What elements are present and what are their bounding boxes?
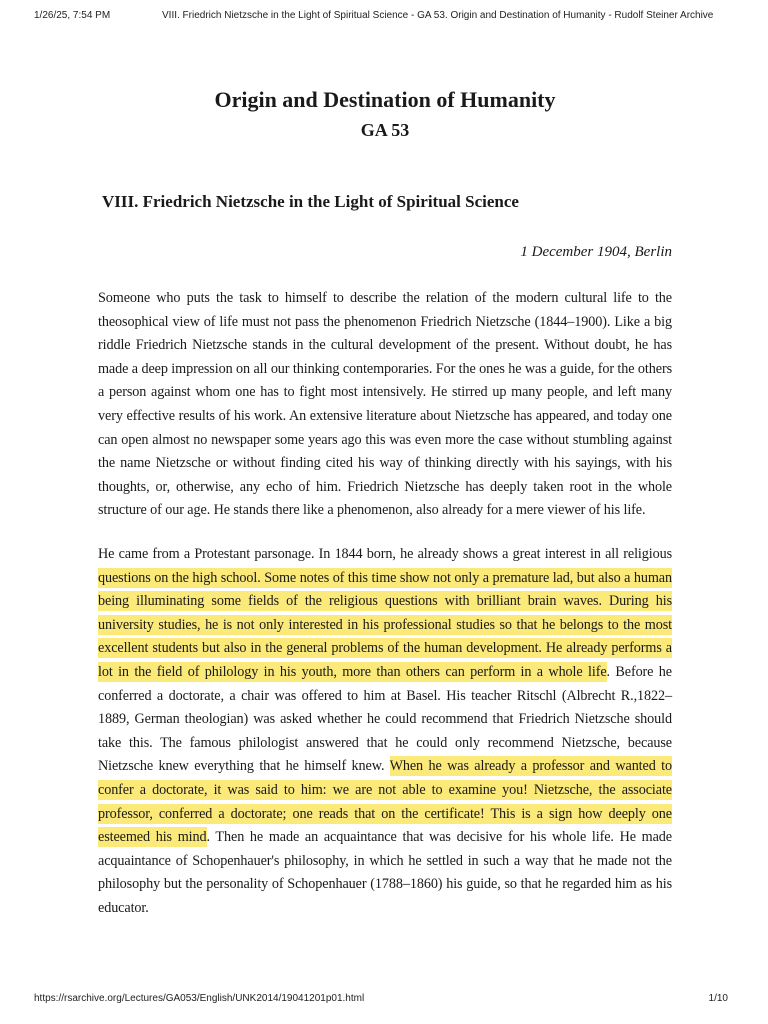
print-url[interactable]: https://rsarchive.org/Lectures/GA053/English/UNK2014/19041201p01.html — [34, 993, 365, 1004]
print-page-title: VIII. Friedrich Nietzsche in the Light of Spiritual Science - GA 53. Origin and Destination of Humanity - Rudolf Steiner Archive — [162, 10, 714, 21]
highlighted-text: When he was already a professor and wanted to confer a doctorate, it was said to him: we are not able to examine you! Nietzsche, the associate professor, conferred a doctorate; one reads that on the certificate! This is a sign how deeply one esteemed his mind — [98, 758, 672, 846]
body-text: . Before he conferred a doctorate, a chair was offered to him at Basel. His teacher Ritschl (Albrecht R.,1822–1889, German theologian) was asked whether he could recommend that Friedrich Nietzsche should take this. The famous philologist answered that he could only recommend Nietzsche, because Nietzsche knew everything that he himself knew. — [98, 663, 672, 775]
print-footer — [34, 993, 728, 1007]
document-title: Origin and Destination of Humanity — [214, 87, 556, 112]
body-text: Someone who puts the task to himself to describe the relation of the modern cultural life to the theosophical view of life must not pass the phenomenon Friedrich Nietzsche (1844–1900). Like a big riddle Friedrich Nietzsche stands in the cultural development of the present. Without doubt, he has made a deep impression on all our thinking contemporaries. For the ones he was a guide, for the others a person against whom one has to fight most intensively. He stirred up many people, and left many very effective results of his work. An extensive literature about Nietzsche has appeared, and today one can open almost no newspaper some years ago this was even more the case without stumbling against the name Nietzsche or without finding cited his way of thinking directly with his sayings, with his thoughts, or, otherwise, any echo of him. Friedrich Nietzsche has deeply taken root in the whole structure of our age. He stands there like a phenomenon, also already for a mere viewer of his life. — [98, 290, 672, 519]
lecture-date-place: 1 December 1904, Berlin — [520, 244, 672, 260]
body-text: He came from a Protestant parsonage. In 1844 born, he already shows a great interest in all religious — [98, 546, 672, 562]
highlighted-text: questions on the high school. Some notes of this time show not only a premature lad, but also a human being illuminating some fields of the religious questions — [98, 569, 672, 610]
document-volume: GA 53 — [360, 120, 410, 140]
body-text: . Then he made an acquaintance that was decisive for his whole life. He made acquaintance of Schopenhauer's philosophy, in which he settled in such a way that he made not the philosophy but the personality of Schopenhauer (1788–1860) his guide, so that he regarded him as his educator. — [98, 829, 672, 916]
highlighted-text: with brilliant brain waves. During his university studies, he is not only interested in his professional studies so that he belongs to the most excellent students but also in the general problems of the human development. He already performs a lot in the field of philology in his youth, more than others can perform in a whole life — [98, 593, 672, 680]
chapter-title: VIII. Friedrich Nietzsche in the Light of Spiritual Science — [102, 192, 519, 211]
print-datetime: 1/26/25, 7:54 PM — [34, 10, 111, 21]
paragraph-2 — [98, 543, 672, 921]
print-header — [34, 10, 728, 24]
page-indicator: 1/10 — [708, 993, 728, 1004]
paragraph-1 — [98, 287, 672, 523]
